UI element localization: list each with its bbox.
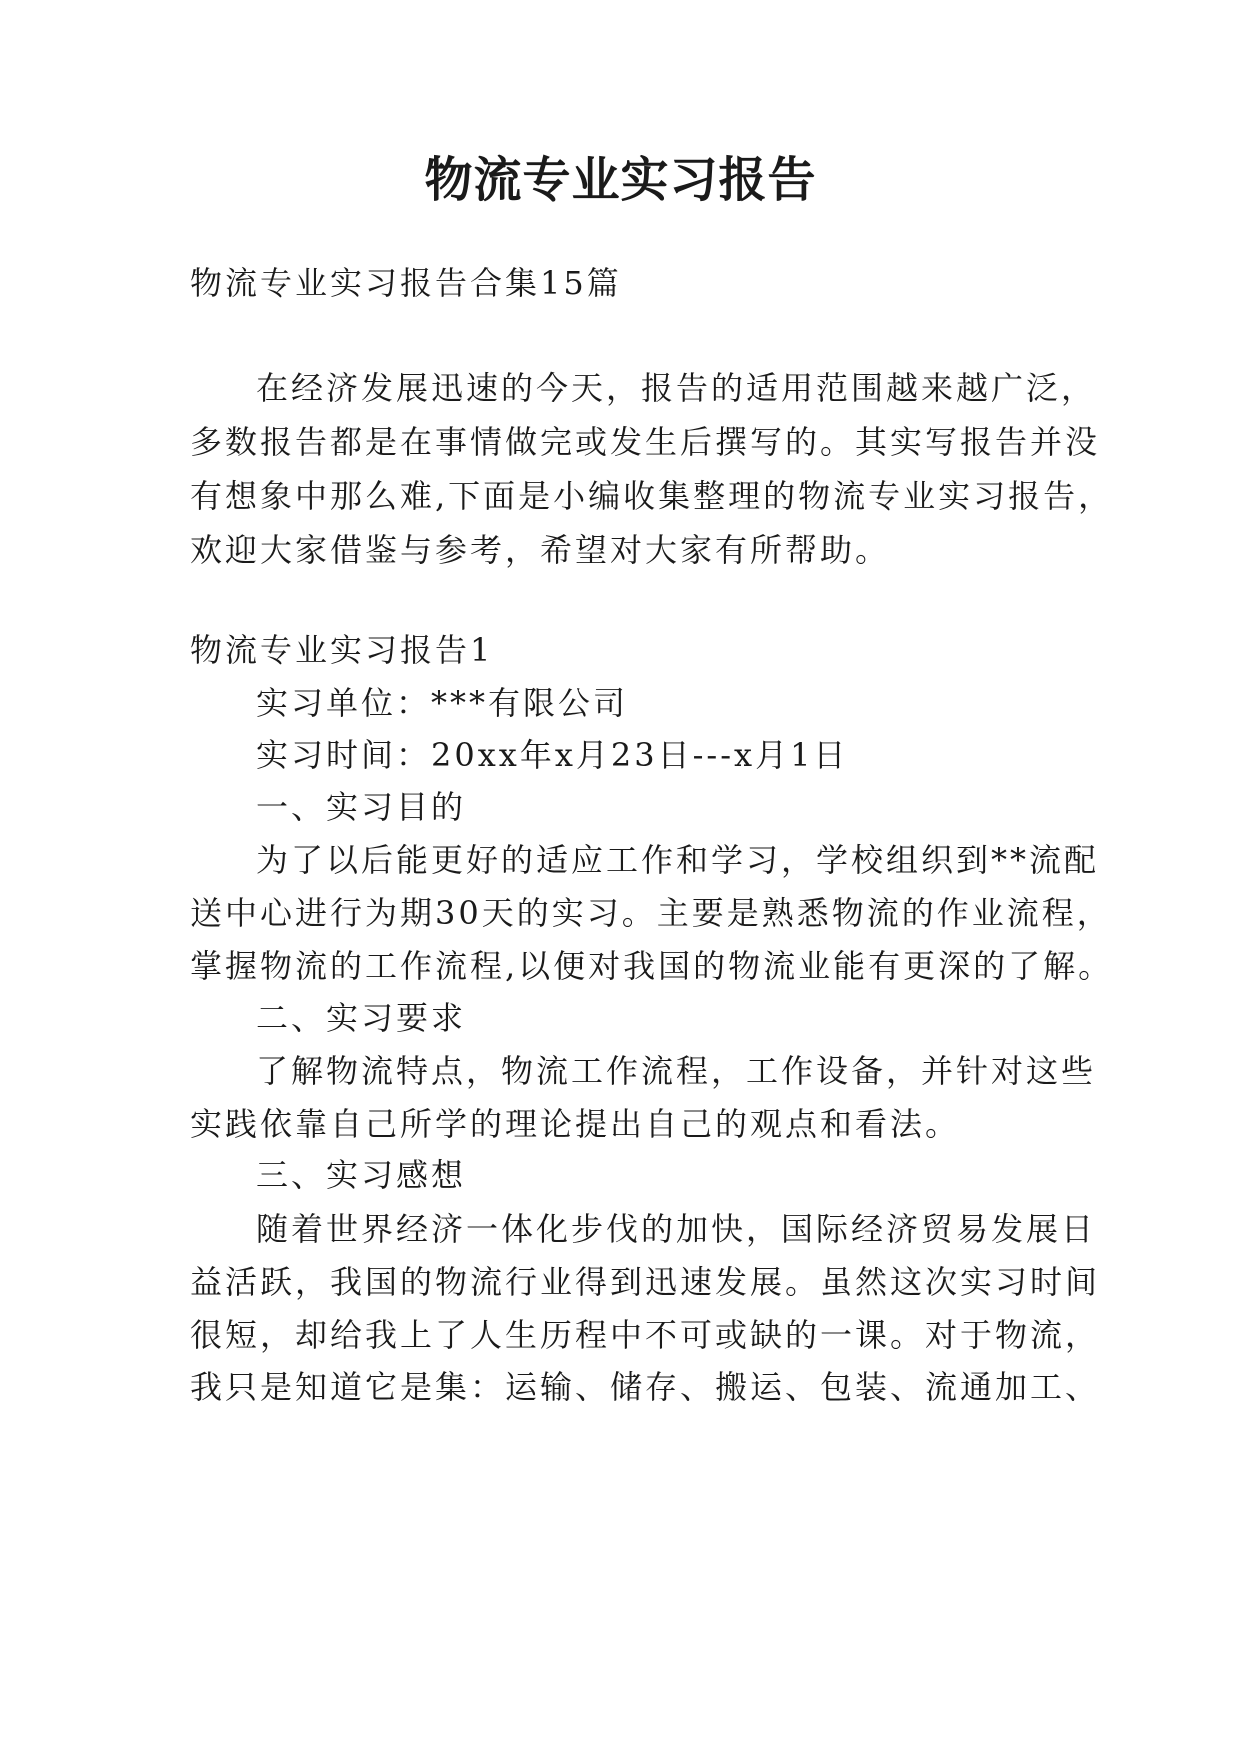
intro-line: 多数报告都是在事情做完或发生后撰写的。其实写报告并没 [190, 423, 1101, 461]
paragraph-line: 我只是知道它是集：运输、储存、搬运、包装、流通加工、 [190, 1368, 1101, 1406]
paragraph-line: 实践依靠自己所学的理论提出自己的观点和看法。 [190, 1105, 961, 1143]
paragraph-line: 益活跃，我国的物流行业得到迅速发展。虽然这次实习时间 [190, 1263, 1101, 1301]
intro-line: 在经济发展迅速的今天，报告的适用范围越来越广泛， [256, 369, 1097, 407]
paragraph-line: 送中心进行为期30天的实习。主要是熟悉物流的作业流程， [190, 894, 1112, 932]
intro-line: 欢迎大家借鉴与参考，希望对大家有所帮助。 [190, 531, 891, 569]
section-heading: 二、实习要求 [256, 999, 467, 1037]
paragraph-line: 很短，却给我上了人生历程中不可或缺的一课。对于物流， [190, 1316, 1101, 1354]
collection-subtitle: 物流专业实习报告合集15篇 [190, 264, 622, 302]
section-heading: 一、实习目的 [256, 788, 467, 826]
document-body [190, 0, 1114, 1754]
paragraph-line: 为了以后能更好的适应工作和学习，学校组织到**流配 [256, 841, 1100, 879]
intro-line: 有想象中那么难,下面是小编收集整理的物流专业实习报告， [190, 477, 1114, 515]
document-title: 物流专业实习报告 [424, 152, 817, 208]
paragraph-line: 随着世界经济一体化步伐的加快，国际经济贸易发展日 [256, 1210, 1097, 1248]
time-line: 实习时间：20xx年x月23日---x月1日 [256, 736, 849, 774]
section-heading: 三、实习感想 [256, 1156, 467, 1194]
paragraph-line: 掌握物流的工作流程,以便对我国的物流业能有更深的了解。 [190, 947, 1114, 985]
unit-line: 实习单位：***有限公司 [256, 684, 629, 722]
paragraph-line: 了解物流特点，物流工作流程，工作设备，并针对这些 [256, 1052, 1097, 1090]
report-heading: 物流专业实习报告1 [190, 631, 494, 669]
